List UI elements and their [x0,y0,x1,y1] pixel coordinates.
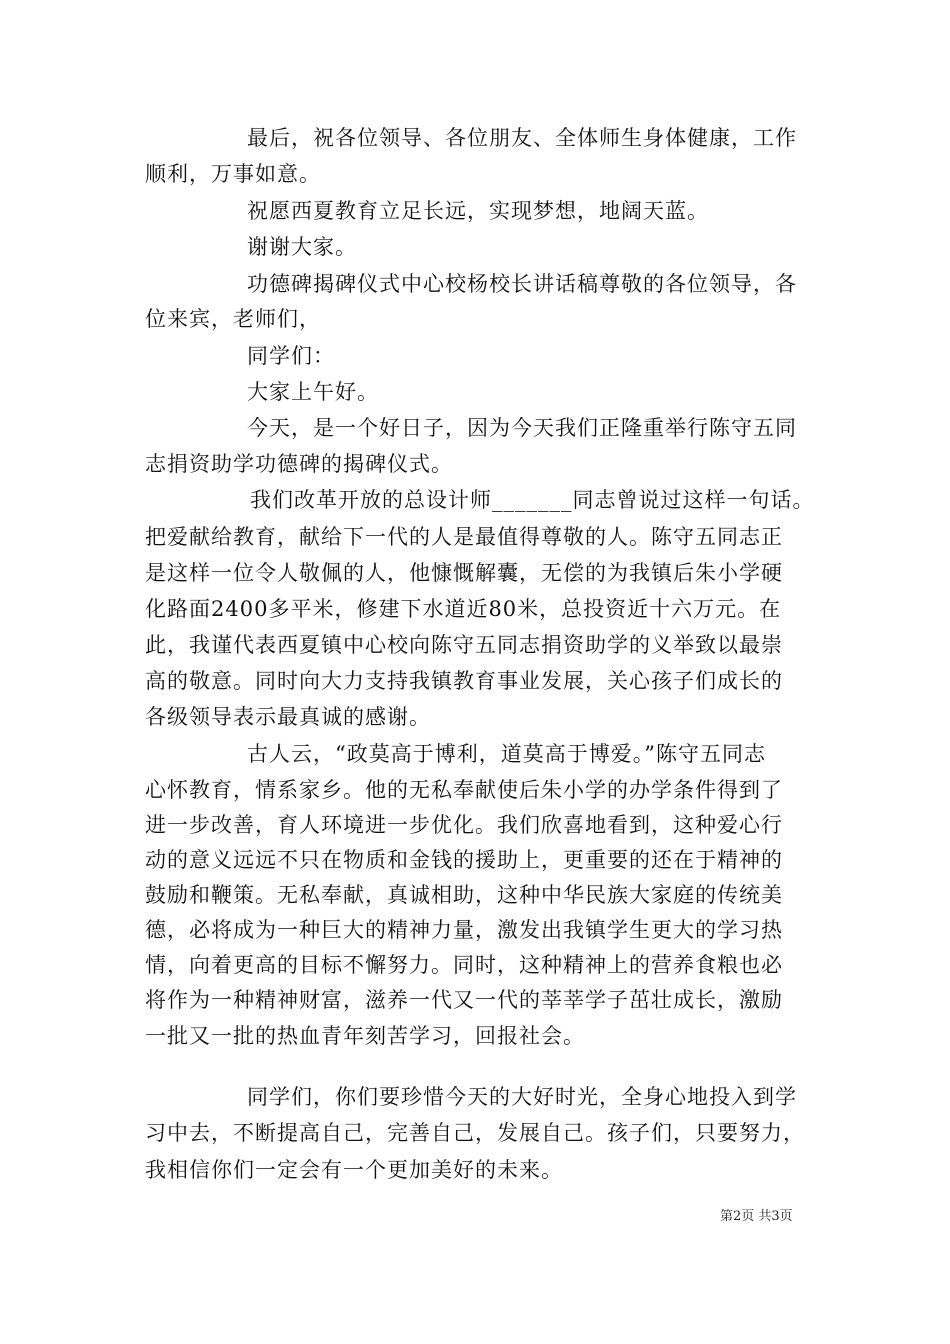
paragraph-line: 最后，祝各位领导、各位朋友、全体师生身体健康，工作 [247,126,797,150]
paragraph-line: 心怀教育，情系家乡。他的无私奉献使后朱小学的办学条件得到了 [145,778,783,802]
paragraph-line: 顺利，万事如意。 [145,162,321,186]
paragraph-line: 今天，是一个好日子，因为今天我们正隆重举行陈守五同 [247,416,797,440]
paragraph-line: 各级领导表示最真诚的感谢。 [145,705,431,729]
paragraph-line: 古人云，“政莫高于博利，道莫高于博爱。”陈守五同志 [247,742,766,766]
paragraph-line: 情，向着更高的目标不懈努力。同时，这种精神上的营养食粮也必 [145,953,783,977]
paragraph-line: 祝愿西夏教育立足长远，实现梦想，地阔天蓝。 [247,199,709,223]
paragraph-line: 把爱献给教育，献给下一代的人是最值得尊敬的人。陈守五同志正 [145,525,783,549]
paragraph-line: 鼓励和鞭策。无私奉献，真诚相助，这种中华民族大家庭的传统美 [145,883,783,907]
paragraph-line: 志捐资助学功德碑的揭碑仪式。 [145,452,453,476]
paragraph-line: 高的敬意。同时向大力支持我镇教育事业发展，关心孩子们成长的 [145,669,783,693]
paragraph-line: 功德碑揭碑仪式中心校杨校长讲话稿尊敬的各位领导，各 [247,272,797,296]
paragraph-line: 同学们： [247,344,335,368]
paragraph-line: 位来宾，老师们， [145,307,321,331]
paragraph-line: 进一步改善，育人环境进一步优化。我们欣喜地看到，这种爱心行 [145,813,783,837]
paragraph-line: 一批又一批的热血青年刻苦学习，回报社会。 [145,1024,585,1048]
paragraph-line: 化路面2400多平米，修建下水道近80米，总投资近十六万元。在 [145,597,782,621]
paragraph-line: 谢谢大家。 [247,235,357,259]
paragraph-line: 我相信你们一定会有一个更加美好的未来。 [145,1158,563,1182]
paragraph-line: 动的意义远远不只在物质和金钱的援助上，更重要的还在于精神的 [145,848,783,872]
paragraph-line: 同学们，你们要珍惜今天的大好时光，全身心地投入到学 [247,1085,797,1109]
paragraph-line: 德，必将成为一种巨大的精神力量，激发出我镇学生更大的学习热 [145,918,783,942]
paragraph-line: 此，我谨代表西夏镇中心校向陈守五同志捐资助学的义举致以最崇 [145,633,783,657]
paragraph-line: 大家上午好。 [247,380,379,404]
paragraph-line: 是这样一位令人敬佩的人，他慷慨解囊，无偿的为我镇后朱小学硬 [145,561,783,585]
paragraph-line: 我们改革开放的总设计师_______同志曾说过这样一句话。 [250,488,815,512]
paragraph-line: 将作为一种精神财富，滋养一代又一代的莘莘学子茁壮成长，激励 [145,988,783,1012]
page-number-footer: 第2页 共3页 [720,1209,793,1224]
paragraph-line: 习中去，不断提高自己，完善自己，发展自己。孩子们，只要努力， [145,1121,805,1145]
